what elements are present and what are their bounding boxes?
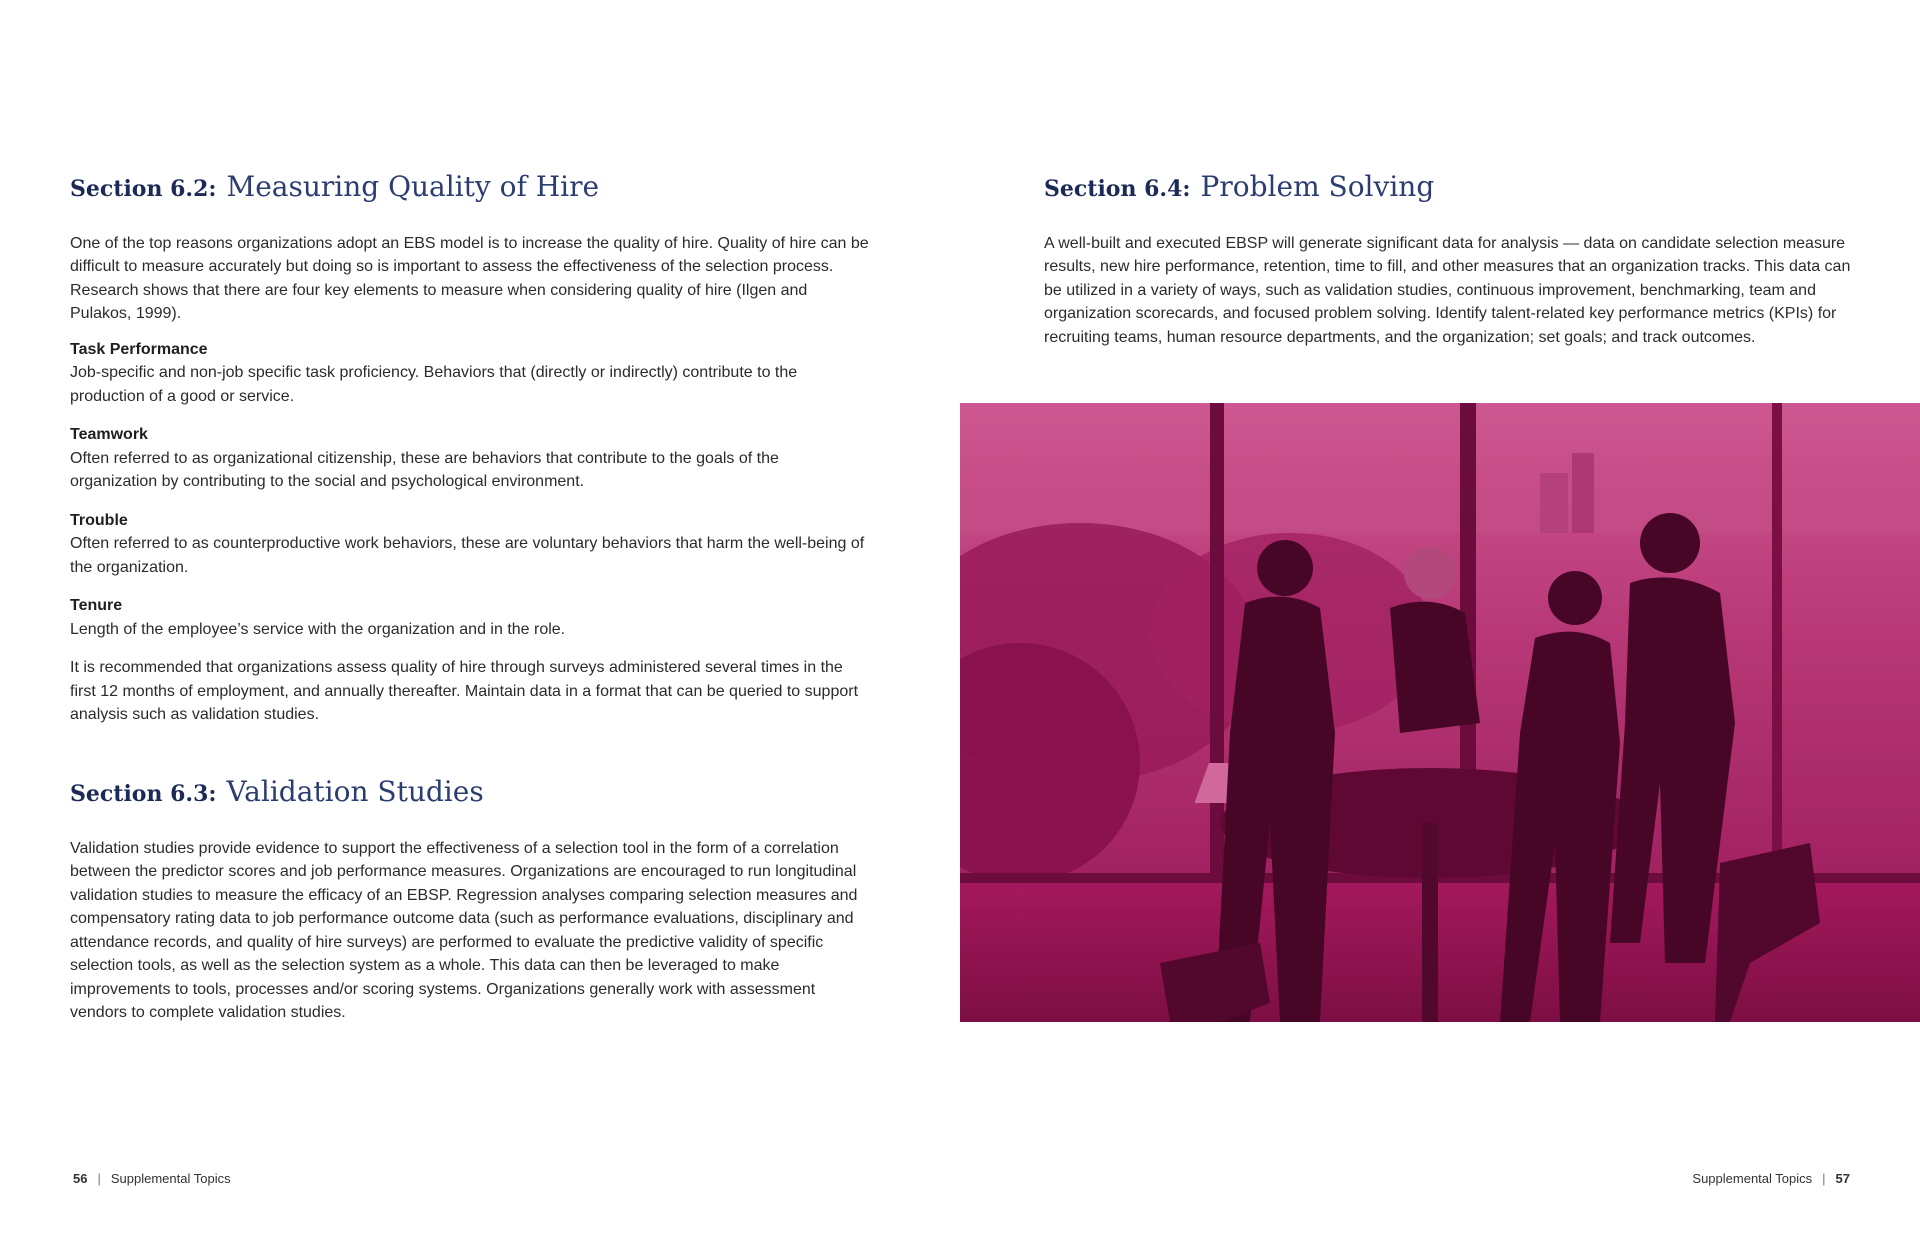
term-tenure: Tenure [70, 597, 123, 615]
section-6-4-heading [1044, 170, 1854, 204]
intro-paragraph: One of the top reasons organizations adopt an EBS model is to increase the quality of hire. Quality of hire can be difficult to measure accurately but doing so is important to assess the effectiveness of the selection process. Research shows that there are four key elements to measure when considering quality of hire (Ilgen and Pulakos, 1999). [70, 234, 869, 323]
section-title: Measuring Quality of Hire [226, 170, 600, 203]
page-number: 56 [73, 1171, 88, 1186]
term-description: Often referred to as organizational citizenship, these are behaviors that contribute to the goals of the organization by contributing to the social and psychological environment. [70, 449, 779, 491]
footer-separator: | [97, 1171, 101, 1186]
footer-label: Supplemental Topics [110, 1171, 231, 1186]
problem-solving-paragraph: A well-built and executed EBSP will generate significant data for analysis — data on candidate selection measure results, new hire performance, retention, time to fill, and other measures that an organization tracks. This data can be utilized in a variety of ways, such as validation studies, continuous improvement, benchmarking, team and organization scorecards, and focused problem solving. Identify talent-related key performance metrics (KPIs) for recruiting teams, human resource departments, and the organization; set goals; and track outcomes. [1044, 234, 1851, 346]
term-task-performance: Task Performance [70, 340, 208, 358]
left-page-column [70, 170, 870, 1037]
footer-left [73, 1171, 231, 1186]
section-label: Section 6.4: [1044, 176, 1191, 202]
term-description: Job-specific and non-job specific task proficiency. Behaviors that (directly or indirectly) contribute to the production of a good or service. [70, 364, 798, 405]
term-teamwork: Teamwork [70, 426, 148, 444]
term-trouble: Trouble [70, 511, 128, 529]
footer-right [1692, 1171, 1850, 1186]
footer-separator: | [1822, 1171, 1826, 1186]
footer-label: Supplemental Topics [1692, 1171, 1813, 1186]
section-title: Validation Studies [226, 774, 484, 808]
right-page-column [1044, 170, 1854, 361]
validation-paragraph: Validation studies provide evidence to support the effectiveness of a selection tool in the form of a correlation between the predictor scores and job performance measures. Organizations are encouraged to run longitudinal validation studies to measure the efficacy of an EBSP. Regression analyses comparing selection measures and compensatory rating data to job performance outcome data (such as performance evaluations, disciplinary and attendance records, and quality of hire surveys) are performed to evaluate the predictive validity of specific selection tools, as well as the selection system as a whole. This data can then be leveraged to make improvements to tools, processes and/or scoring systems. Organizations generally work with assessment vendors to complete validation studies. [70, 839, 858, 1022]
section-6-2-heading [70, 170, 870, 204]
section-title: Problem Solving [1200, 170, 1435, 203]
section-label: Section 6.3: [70, 780, 217, 807]
page-number: 57 [1835, 1171, 1850, 1186]
team-meeting-photo [960, 403, 1920, 1022]
term-description: Often referred to as counterproductive work behaviors, these are voluntary behaviors that harm the well-being of the organization. [70, 535, 865, 576]
term-description: Length of the employee’s service with the organization and in the role. [70, 620, 566, 638]
closing-paragraph: It is recommended that organizations assess quality of hire through surveys administered several times in the first 12 months of employment, and annually thereafter. Maintain data in a format that can be queried to support analysis such as validation studies. [70, 659, 859, 724]
section-6-3-heading [70, 775, 870, 809]
section-label: Section 6.2: [70, 176, 217, 202]
